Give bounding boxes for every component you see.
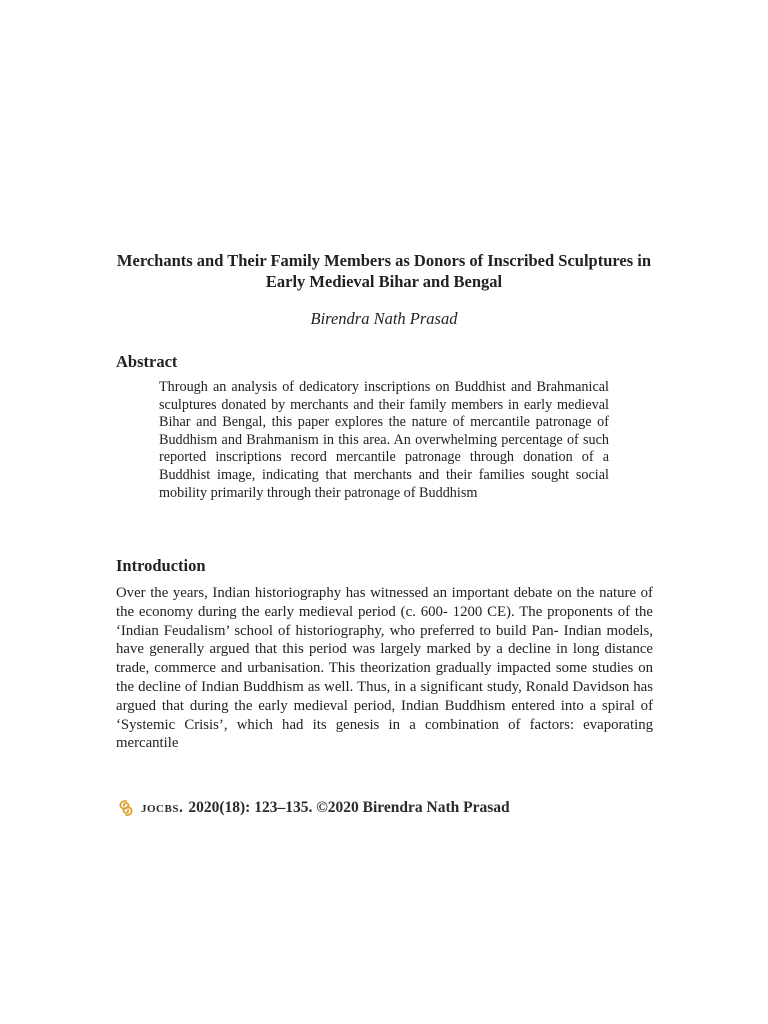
abstract-text: Through an analysis of dedicatory inscriptions on Buddhist and Brahmanical sculptures donated by merchants and their family members in early medieval Bihar and Bengal, this paper explores the nature of mercantile patronage of Buddhism and Brahmanism in this area. An overwhelming percentage of such reported inscriptions record mercantile patronage through donation of a Buddhist image, indicating that merchants and their families sought social mobility primarily through their patronage of Buddhism	[159, 379, 609, 501]
journal-logo-icon	[116, 798, 136, 818]
abstract-heading: Abstract	[116, 352, 178, 371]
journal-name: jocbs.	[141, 799, 184, 816]
paper-author: Birendra Nath Prasad	[310, 309, 458, 328]
citation-footer	[116, 798, 510, 818]
introduction-text: Over the years, Indian historiography has witnessed an important debate on the nature of the economy during the early medieval period (c. 600- 1200 CE). The proponents of the ‘Indian Feudalism’ school of historiography, who preferred to build Pan- Indian models, have generally argued that this period was largely marked by a decline in long distance trade, commerce and urbanisation. This theorization gradually impacted some studies on the decline of Indian Buddhism as well. Thus, in a significant study, Ronald Davidson has argued that during the early medieval period, Indian Buddhism entered into a spiral of ‘Systemic Crisis’, which had its genesis in a combination of factors: evaporating mercantile	[116, 585, 653, 752]
introduction-heading: Introduction	[116, 556, 206, 575]
citation-text: 2020(18): 123–135. ©2020 Birendra Nath Prasad	[188, 799, 510, 816]
paper-title: Merchants and Their Family Members as Donors of Inscribed Sculptures in Early Medieval Bihar and Bengal	[116, 251, 652, 291]
